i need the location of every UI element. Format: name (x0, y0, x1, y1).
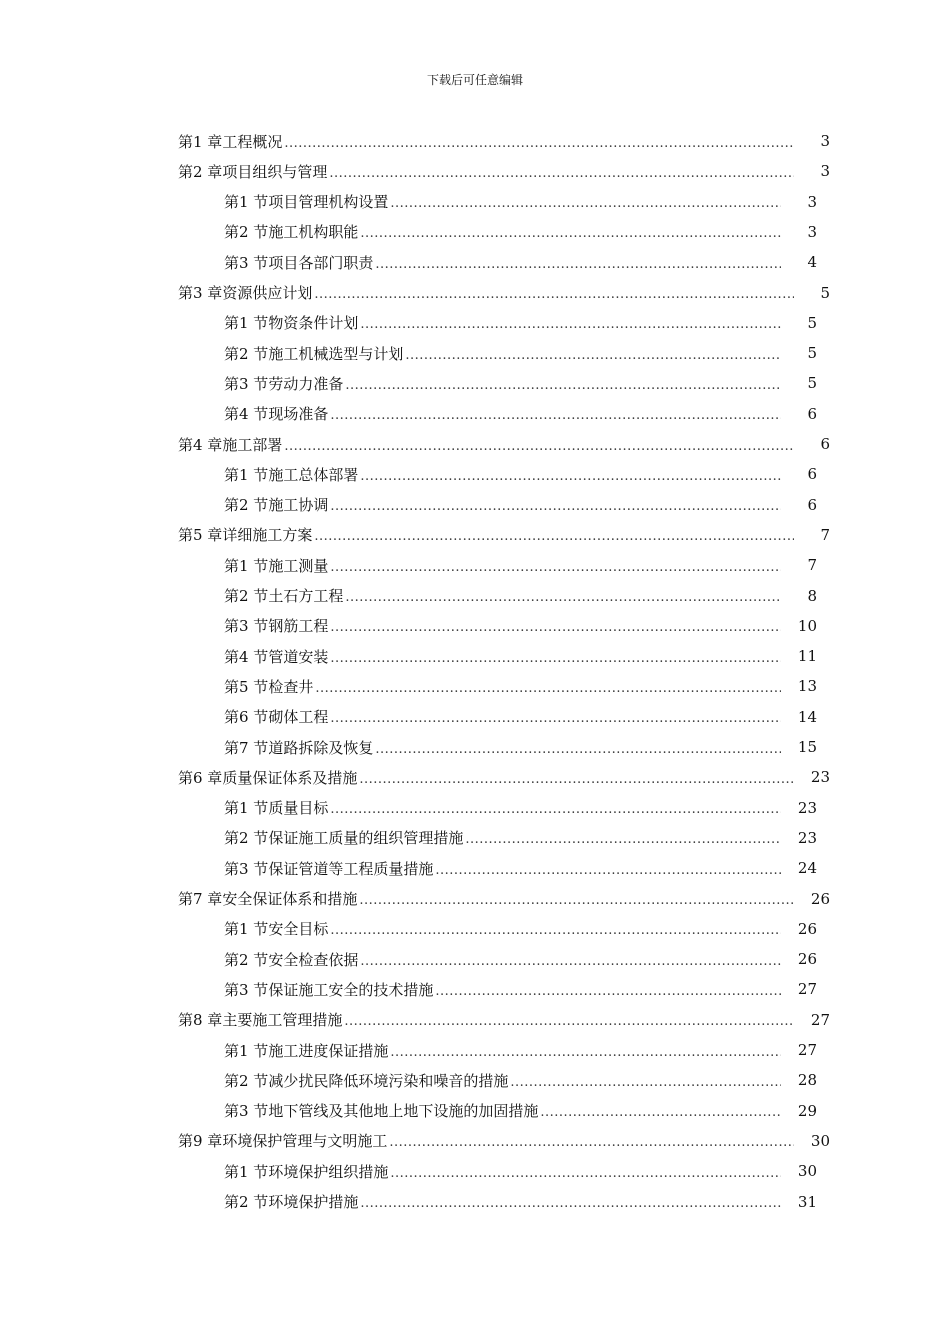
toc-entry-title: 安全目标 (268, 920, 329, 939)
toc-entry-page-number: 7 (807, 556, 817, 575)
toc-entry-page-number: 3 (820, 132, 830, 150)
toc-section-entry[interactable] (224, 1156, 817, 1186)
toc-dot-leader (375, 257, 781, 272)
toc-dot-leader (359, 772, 794, 787)
toc-section-entry[interactable] (224, 187, 817, 217)
toc-entry-title: 环境保护组织措施 (268, 1162, 389, 1181)
toc-entry-number: 第2 节 (224, 950, 269, 969)
toc-chapter-entry[interactable] (178, 278, 830, 308)
toc-dot-leader (390, 1045, 781, 1060)
toc-entry-page-number: 4 (807, 253, 817, 272)
toc-entry-number: 第2 节 (224, 1071, 269, 1090)
toc-entry-title: 施工测量 (268, 556, 329, 575)
toc-section-entry[interactable] (224, 1065, 817, 1095)
toc-dot-leader (510, 1075, 781, 1090)
toc-entry-title: 道路拆除及恢复 (268, 738, 374, 757)
toc-entry-page-number: 5 (820, 283, 830, 302)
toc-entry-number: 第1 节 (224, 799, 269, 818)
toc-entry-number: 第7 章 (178, 890, 223, 908)
toc-entry-page-number: 30 (810, 1131, 830, 1150)
toc-entry-page-number: 3 (807, 192, 817, 211)
toc-section-entry[interactable] (224, 732, 817, 762)
toc-section-entry[interactable] (224, 914, 817, 944)
toc-dot-leader (390, 196, 781, 211)
toc-entry-title: 施工协调 (268, 496, 329, 515)
toc-dot-leader (375, 742, 781, 757)
toc-entry-title: 项目各部门职责 (268, 253, 374, 272)
toc-dot-leader (345, 590, 781, 605)
toc-section-entry[interactable] (224, 1187, 817, 1217)
toc-dot-leader (330, 711, 781, 726)
toc-entry-number: 第4 节 (224, 405, 269, 424)
toc-dot-leader (345, 378, 781, 393)
toc-entry-page-number: 8 (807, 586, 817, 605)
toc-entry-title: 砌体工程 (268, 708, 329, 727)
toc-dot-leader (314, 529, 794, 544)
toc-dot-leader (314, 287, 794, 302)
toc-entry-number: 第4 节 (224, 647, 269, 666)
toc-entry-number: 第3 节 (224, 253, 269, 272)
toc-entry-title: 质量目标 (268, 799, 329, 818)
toc-section-entry[interactable] (224, 611, 817, 641)
toc-section-entry[interactable] (224, 1096, 817, 1126)
toc-entry-page-number: 27 (810, 1010, 830, 1029)
toc-entry-title: 安全保证体系和措施 (222, 890, 358, 908)
toc-entry-title: 质量保证体系及措施 (222, 768, 358, 787)
toc-entry-number: 第2 节 (224, 1193, 269, 1211)
toc-dot-leader (330, 620, 781, 635)
toc-entry-title: 主要施工管理措施 (222, 1011, 343, 1030)
toc-chapter-entry[interactable] (178, 429, 830, 459)
toc-dot-leader (540, 1105, 781, 1120)
toc-dot-leader (330, 499, 781, 514)
toc-entry-title: 地下管线及其他地上地下设施的加固措施 (268, 1102, 539, 1121)
toc-entry-number: 第3 章 (178, 284, 223, 302)
toc-dot-leader (435, 984, 781, 999)
toc-entry-title: 施工部署 (222, 435, 283, 454)
toc-section-entry[interactable] (224, 550, 817, 580)
toc-entry-title: 保证施工质量的组织管理措施 (268, 829, 464, 848)
toc-entry-title: 施工进度保证措施 (268, 1041, 389, 1060)
toc-section-entry[interactable] (224, 641, 817, 671)
toc-dot-leader (330, 408, 781, 423)
toc-entry-title: 安全检查依据 (268, 950, 359, 969)
toc-chapter-entry[interactable] (178, 1126, 830, 1156)
toc-entry-number: 第1 节 (224, 193, 269, 212)
toc-entry-page-number: 26 (810, 889, 830, 908)
toc-entry-number: 第6 章 (178, 768, 223, 787)
toc-entry-number: 第2 节 (224, 587, 269, 605)
toc-entry-number: 第1 节 (224, 1162, 269, 1181)
toc-section-entry[interactable] (224, 459, 817, 489)
toc-section-entry[interactable] (224, 944, 817, 974)
toc-dot-leader (330, 651, 781, 666)
toc-entry-page-number: 13 (797, 677, 817, 696)
toc-entry-title: 详细施工方案 (222, 526, 313, 545)
toc-entry-page-number: 15 (797, 738, 817, 756)
toc-entry-page-number: 27 (797, 1041, 817, 1059)
toc-entry-number: 第3 节 (224, 374, 269, 393)
toc-entry-number: 第9 章 (178, 1132, 223, 1151)
toc-entry-number: 第2 节 (224, 223, 269, 242)
toc-entry-title: 现场准备 (268, 405, 329, 424)
toc-dot-leader (435, 863, 781, 878)
toc-entry-number: 第3 节 (224, 617, 269, 636)
toc-entry-page-number: 5 (807, 313, 817, 332)
toc-dot-leader (360, 469, 781, 484)
toc-section-entry[interactable] (224, 853, 817, 883)
toc-section-entry[interactable] (224, 368, 817, 398)
toc-entry-page-number: 10 (797, 616, 817, 635)
toc-entry-page-number: 26 (797, 919, 817, 938)
toc-entry-number: 第5 节 (224, 677, 269, 696)
toc-entry-page-number: 6 (807, 495, 817, 514)
toc-dot-leader (389, 1135, 794, 1150)
toc-entry-page-number: 26 (797, 950, 817, 969)
toc-entry-number: 第1 章 (178, 132, 223, 151)
toc-entry-title: 施工总体部署 (268, 465, 359, 484)
toc-entry-number: 第2 节 (224, 829, 269, 848)
toc-dot-leader (284, 439, 794, 454)
toc-entry-page-number: 30 (797, 1162, 817, 1181)
toc-section-entry[interactable] (224, 823, 817, 853)
toc-dot-leader (405, 348, 781, 363)
toc-entry-page-number: 11 (797, 647, 817, 666)
toc-section-entry[interactable] (224, 399, 817, 429)
toc-section-entry[interactable] (224, 974, 817, 1004)
toc-dot-leader (315, 681, 781, 696)
toc-entry-page-number: 23 (797, 828, 817, 847)
toc-entry-page-number: 31 (797, 1192, 817, 1211)
toc-entry-page-number: 6 (820, 435, 830, 453)
toc-entry-number: 第2 节 (224, 496, 269, 515)
toc-dot-leader (360, 317, 781, 332)
toc-entry-number: 第1 节 (224, 465, 269, 484)
toc-entry-title: 项目管理机构设置 (268, 193, 389, 212)
toc-section-entry[interactable] (224, 338, 817, 368)
toc-chapter-entry[interactable] (178, 884, 830, 914)
toc-entry-page-number: 3 (807, 222, 817, 241)
toc-entry-number: 第3 节 (224, 980, 269, 999)
toc-dot-leader (390, 1166, 781, 1181)
toc-entry-title: 管道安装 (268, 647, 329, 666)
toc-chapter-entry[interactable] (178, 762, 830, 792)
toc-entry-number: 第8 章 (178, 1011, 223, 1030)
toc-entry-title: 保证施工安全的技术措施 (268, 980, 434, 999)
toc-chapter-entry[interactable] (178, 1005, 830, 1035)
toc-entry-title: 保证管道等工程质量措施 (268, 859, 434, 878)
toc-section-entry[interactable] (224, 1035, 817, 1065)
toc-dot-leader (465, 832, 781, 847)
toc-entry-title: 资源供应计划 (222, 284, 313, 302)
toc-section-entry[interactable] (224, 308, 817, 338)
toc-chapter-entry[interactable] (178, 156, 830, 186)
toc-dot-leader (360, 226, 781, 241)
toc-chapter-entry[interactable] (178, 520, 830, 550)
toc-entry-page-number: 28 (797, 1071, 817, 1090)
toc-entry-title: 土石方工程 (268, 587, 344, 605)
toc-entry-number: 第1 节 (224, 920, 269, 939)
toc-dot-leader (360, 1196, 781, 1211)
toc-section-entry[interactable] (224, 490, 817, 520)
toc-entry-page-number: 14 (797, 707, 817, 726)
toc-entry-title: 物资条件计划 (268, 314, 359, 333)
toc-section-entry[interactable] (224, 793, 817, 823)
toc-section-entry[interactable] (224, 217, 817, 247)
toc-section-entry[interactable] (224, 671, 817, 701)
toc-entry-title: 减少扰民降低环境污染和噪音的措施 (268, 1071, 509, 1090)
toc-entry-number: 第1 节 (224, 556, 269, 575)
toc-entry-page-number: 24 (797, 859, 817, 878)
toc-entry-number: 第3 节 (224, 859, 269, 878)
toc-entry-title: 施工机构职能 (268, 223, 359, 242)
toc-dot-leader (330, 923, 781, 938)
toc-entry-page-number: 3 (820, 162, 830, 181)
toc-entry-number: 第2 节 (224, 344, 269, 363)
toc-entry-page-number: 7 (820, 525, 830, 544)
toc-section-entry[interactable] (224, 247, 817, 277)
toc-entry-number: 第6 节 (224, 708, 269, 727)
toc-dot-leader (330, 802, 781, 817)
toc-entry-title: 钢筋工程 (268, 617, 329, 636)
toc-entry-number: 第1 节 (224, 314, 269, 333)
toc-entry-page-number: 5 (807, 344, 817, 363)
toc-entry-number: 第7 节 (224, 738, 269, 757)
toc-entry-page-number: 23 (810, 768, 830, 787)
toc-section-entry[interactable] (224, 702, 817, 732)
toc-dot-leader (330, 560, 781, 575)
toc-entry-title: 工程概况 (222, 132, 283, 151)
toc-entry-page-number: 27 (797, 980, 817, 999)
toc-chapter-entry[interactable] (178, 126, 830, 156)
toc-entry-title: 检查井 (268, 677, 314, 696)
toc-entry-number: 第5 章 (178, 526, 223, 545)
toc-dot-leader (344, 1014, 794, 1029)
page-header: 下载后可任意编辑 (426, 73, 523, 87)
toc-dot-leader (284, 136, 794, 151)
toc-dot-leader (360, 954, 781, 969)
toc-entry-title: 施工机械选型与计划 (268, 344, 404, 363)
toc-entry-page-number: 6 (807, 404, 817, 423)
toc-entry-number: 第3 节 (224, 1102, 269, 1121)
toc-entry-page-number: 23 (797, 798, 817, 817)
toc-entry-title: 劳动力准备 (268, 374, 344, 393)
toc-entry-title: 环境保护措施 (268, 1193, 359, 1211)
toc-entry-number: 第1 节 (224, 1041, 269, 1060)
toc-entry-number: 第2 章 (178, 162, 223, 181)
toc-dot-leader (329, 166, 794, 181)
toc-entry-title: 环境保护管理与文明施工 (222, 1132, 388, 1151)
toc-section-entry[interactable] (224, 581, 817, 611)
toc-entry-title: 项目组织与管理 (222, 162, 328, 181)
toc-dot-leader (359, 893, 794, 908)
toc-entry-page-number: 5 (807, 374, 817, 393)
toc-entry-page-number: 29 (797, 1101, 817, 1120)
toc-entry-page-number: 6 (807, 465, 817, 484)
toc-entry-number: 第4 章 (178, 435, 223, 454)
